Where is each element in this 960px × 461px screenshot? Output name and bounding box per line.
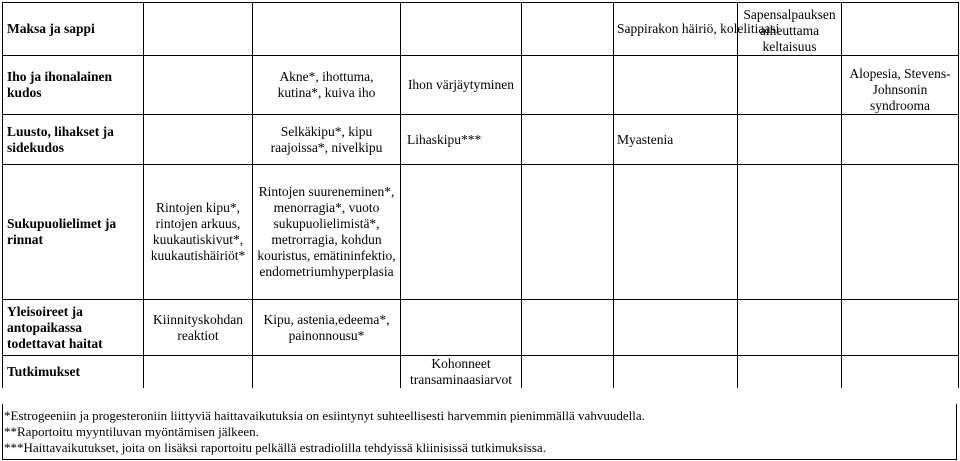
- table-cell: [522, 3, 614, 56]
- table-cell: [842, 356, 959, 389]
- table-row: [3, 56, 959, 115]
- table-cell: Rintojen suureneminen*, menorragia*, vuoto sukupuolielimistä*, metrorragia, kohdun kouristus, emätininfektio, endometriumhyperplasia: [253, 165, 401, 300]
- table-cell: [253, 3, 401, 56]
- organ-class-cell: Sukupuolielimet ja rinnat: [3, 165, 144, 300]
- organ-class-cell: Iho ja ihonalainen kudos: [3, 56, 144, 115]
- table-cell: [738, 115, 842, 165]
- organ-class-cell: Luusto, lihakset ja sidekudos: [3, 115, 144, 165]
- table-cell: Ihon värjäytyminen: [401, 56, 522, 115]
- table-cell: Sapensalpauksen aiheuttama keltaisuus: [738, 3, 842, 56]
- table-cell: [401, 3, 522, 56]
- adverse-effects-table: [2, 2, 959, 388]
- table-cell: [144, 56, 253, 115]
- table-cell: [614, 300, 738, 356]
- table-cell: Kipu, astenia,edeema*, painonnousu*: [253, 300, 401, 356]
- table-cell: [614, 165, 738, 300]
- table-cell: [738, 56, 842, 115]
- table-cell: [522, 56, 614, 115]
- table-row: [3, 115, 959, 165]
- table-cell: [144, 3, 253, 56]
- table-cell: Rintojen kipu*, rintojen arkuus, kuukautiskivut*, kuukautishäiriöt*: [144, 165, 253, 300]
- table-cell: [522, 356, 614, 389]
- table-cell: [253, 356, 401, 389]
- table-cell: Myastenia: [614, 115, 738, 165]
- table-cell: [522, 115, 614, 165]
- table-cell: Alopesia, Stevens-Johnsonin syndrooma: [842, 56, 959, 115]
- table-row: [3, 356, 959, 389]
- footnotes: [4, 408, 956, 456]
- table-cell: Sappirakon häiriö, kolelitiaasi: [614, 3, 738, 56]
- table-cell: Akne*, ihottuma, kutina*, kuiva iho: [253, 56, 401, 115]
- organ-class-cell: Tutkimukset: [3, 356, 144, 389]
- table-cell: [401, 300, 522, 356]
- table-row: [3, 300, 959, 356]
- table-cell: [614, 56, 738, 115]
- table-cell: [522, 165, 614, 300]
- table-cell: Selkäkipu*, kipu raajoissa*, nivelkipu: [253, 115, 401, 165]
- table-cell: [738, 165, 842, 300]
- organ-class-cell: Yleisoireet ja antopaikassa todettavat haitat: [3, 300, 144, 356]
- footnote: **Raportoitu myyntiluvan myöntämisen jälkeen.: [4, 424, 259, 439]
- table-cell: [842, 115, 959, 165]
- table-row: [3, 3, 959, 56]
- table-cell: [401, 165, 522, 300]
- table-cell: [144, 356, 253, 389]
- table-cell: [738, 300, 842, 356]
- table-cell: [842, 3, 959, 56]
- table-cell: [144, 115, 253, 165]
- table-cell: Lihaskipu***: [401, 115, 522, 165]
- table-cell: [842, 300, 959, 356]
- table-cell: [738, 356, 842, 389]
- table-cell: [614, 356, 738, 389]
- table-row: [3, 165, 959, 300]
- footnote: *Estrogeeniin ja progesteroniin liittyviä haittavaikutuksia on esiintynyt suhteellisesti harvemmin pienimmällä vahvuudella.: [4, 408, 645, 423]
- table-cell: [842, 165, 959, 300]
- footnote: ***Haittavaikutukset, joita on lisäksi raportoitu pelkällä estradiolilla tehdyissä kliinisissä tutkimuksissa.: [4, 440, 546, 455]
- table-cell: [522, 300, 614, 356]
- organ-class-cell: Maksa ja sappi: [3, 3, 144, 56]
- table-cell: Kiinnityskohdan reaktiot: [144, 300, 253, 356]
- table-cell: Kohonneet transaminaasiarvot: [401, 356, 522, 389]
